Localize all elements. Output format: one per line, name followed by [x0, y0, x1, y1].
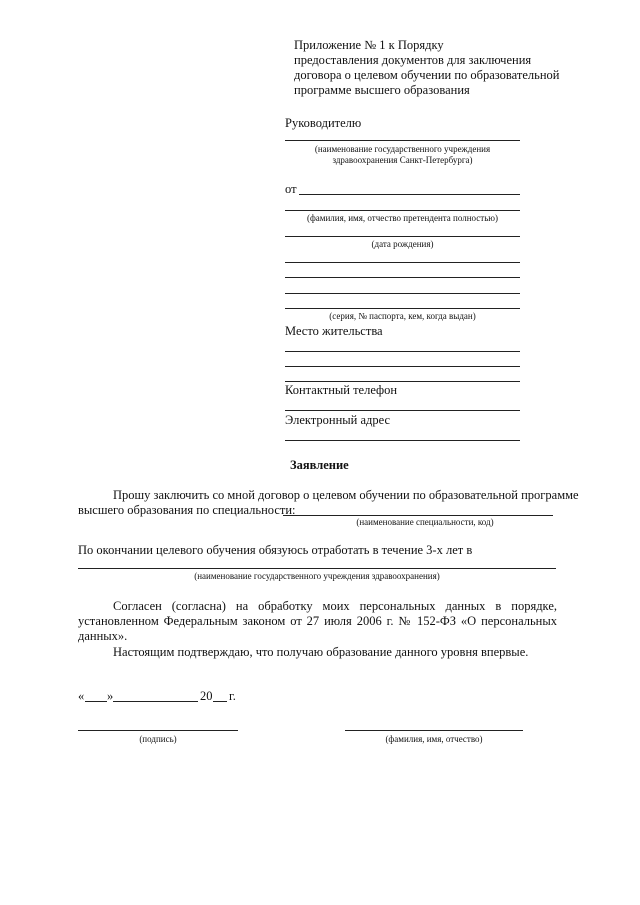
- passport-line-4[interactable]: [285, 308, 520, 309]
- passport-line-3[interactable]: [285, 293, 520, 294]
- passport-line-1[interactable]: [285, 262, 520, 263]
- appendix-line-4: программе высшего образования: [294, 83, 470, 97]
- residence-label: Место жительства: [285, 324, 383, 338]
- date-quote-close: »: [107, 689, 114, 703]
- request-text-line-1: Прошу заключить со мной договор о целевом обучении по образовательной программе: [113, 488, 579, 502]
- institution-hint-2: здравоохранения Санкт-Петербурга): [332, 155, 473, 165]
- appendix-line-2: предоставления документов для заключения: [294, 53, 532, 67]
- specialty-line[interactable]: [283, 515, 553, 516]
- residence-line-3[interactable]: [285, 381, 520, 382]
- signature-line[interactable]: [78, 730, 238, 731]
- passport-hint: (серия, № паспорта, кем, когда выдан): [329, 311, 476, 321]
- institution-hint-1: (наименование государственного учреждения: [314, 144, 491, 154]
- institution-line[interactable]: [285, 140, 520, 141]
- fio-hint: (фамилия, имя, отчество претендента полностью): [306, 213, 499, 223]
- consent-line-1: Согласен (согласна) на обработку моих персональных данных в порядке,: [113, 599, 557, 613]
- to-label: Руководителю: [285, 116, 362, 130]
- work-obligation-text: По окончании целевого обучения обязуюсь отработать в течение 3-х лет в: [78, 543, 473, 557]
- fio-line[interactable]: [285, 210, 520, 211]
- specialty-hint: (наименование специальности, код): [356, 517, 494, 527]
- document-title: Заявление: [290, 458, 349, 472]
- full-name-hint: (фамилия, имя, отчество): [385, 734, 483, 744]
- confirm-text: Настоящим подтверждаю, что получаю образование данного уровня впервые.: [113, 645, 529, 659]
- consent-line-3: данных».: [78, 629, 128, 643]
- date-quote-open: «: [78, 689, 85, 703]
- from-line[interactable]: [299, 194, 520, 195]
- work-institution-line[interactable]: [78, 568, 556, 569]
- email-label: Электронный адрес: [285, 413, 391, 427]
- email-line[interactable]: [285, 440, 520, 441]
- date-year-field[interactable]: [213, 701, 227, 702]
- request-text-line-2: высшего образования по специальности:: [78, 503, 296, 517]
- date-day-field[interactable]: [85, 701, 107, 702]
- from-label: от: [285, 182, 297, 196]
- residence-line-2[interactable]: [285, 366, 520, 367]
- residence-line-1[interactable]: [285, 351, 520, 352]
- work-institution-hint: (наименование государственного учреждения здравоохранения): [194, 571, 440, 581]
- appendix-line-1: Приложение № 1 к Порядку: [294, 38, 444, 52]
- birth-date-hint: (дата рождения): [371, 239, 434, 249]
- birth-date-line[interactable]: [285, 236, 520, 237]
- phone-line[interactable]: [285, 410, 520, 411]
- signature-hint: (подпись): [139, 734, 177, 744]
- full-name-line[interactable]: [345, 730, 523, 731]
- date-month-field[interactable]: [113, 701, 198, 702]
- appendix-line-3: договора о целевом обучении по образовательной: [294, 68, 560, 82]
- phone-label: Контактный телефон: [285, 383, 398, 397]
- passport-line-2[interactable]: [285, 277, 520, 278]
- date-year-suffix: г.: [229, 689, 236, 703]
- date-year-prefix: 20: [200, 689, 213, 703]
- consent-line-2: установленном Федеральным законом от 27 июля 2006 г. № 152-ФЗ «О персональных: [78, 614, 557, 628]
